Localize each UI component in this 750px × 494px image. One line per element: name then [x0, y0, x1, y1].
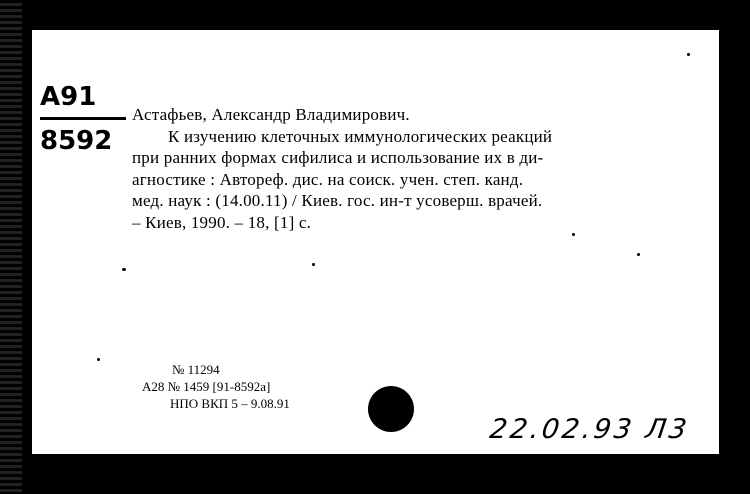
- shelf-mark-rule: [40, 117, 126, 120]
- ink-stamp-dot: [368, 386, 414, 432]
- imprint-line: – Киев, 1990. – 18, [1] с.: [132, 212, 312, 232]
- title-line: К изучению клеточных иммунологических реакций: [168, 126, 553, 146]
- shelf-mark-bottom: 8592: [40, 126, 113, 156]
- speck: [122, 268, 126, 271]
- shelf-mark-top: А91: [40, 82, 97, 112]
- author-line: Астафьев, Александр Владимирович.: [132, 105, 410, 124]
- record-line: агностике : Автореф. дис. на соиск. учен. степ. канд.: [132, 169, 524, 189]
- shelf-mark: [40, 82, 132, 156]
- footer-call: А28 № 1459 [91-8592а]: [142, 379, 271, 394]
- footer-printer: НПО ВКП 5 – 9.08.91: [170, 396, 290, 411]
- footer-number: № 11294: [172, 362, 220, 377]
- speck: [572, 233, 575, 236]
- scan-edge-strip: [0, 0, 22, 494]
- card-footer: [142, 361, 290, 412]
- record-line: мед. наук : (14.00.11) / Киев. гос. ин-т усоверш. врачей.: [132, 191, 543, 210]
- speck: [637, 253, 640, 256]
- speck: [312, 263, 315, 266]
- catalog-card: [32, 30, 719, 454]
- speck: [97, 358, 100, 361]
- bibliographic-record: [132, 104, 692, 233]
- speck: [687, 53, 690, 56]
- handwritten-date: 22.02.93 Л3: [487, 414, 692, 445]
- record-line: при ранних формах сифилиса и использование их в ди-: [132, 148, 544, 167]
